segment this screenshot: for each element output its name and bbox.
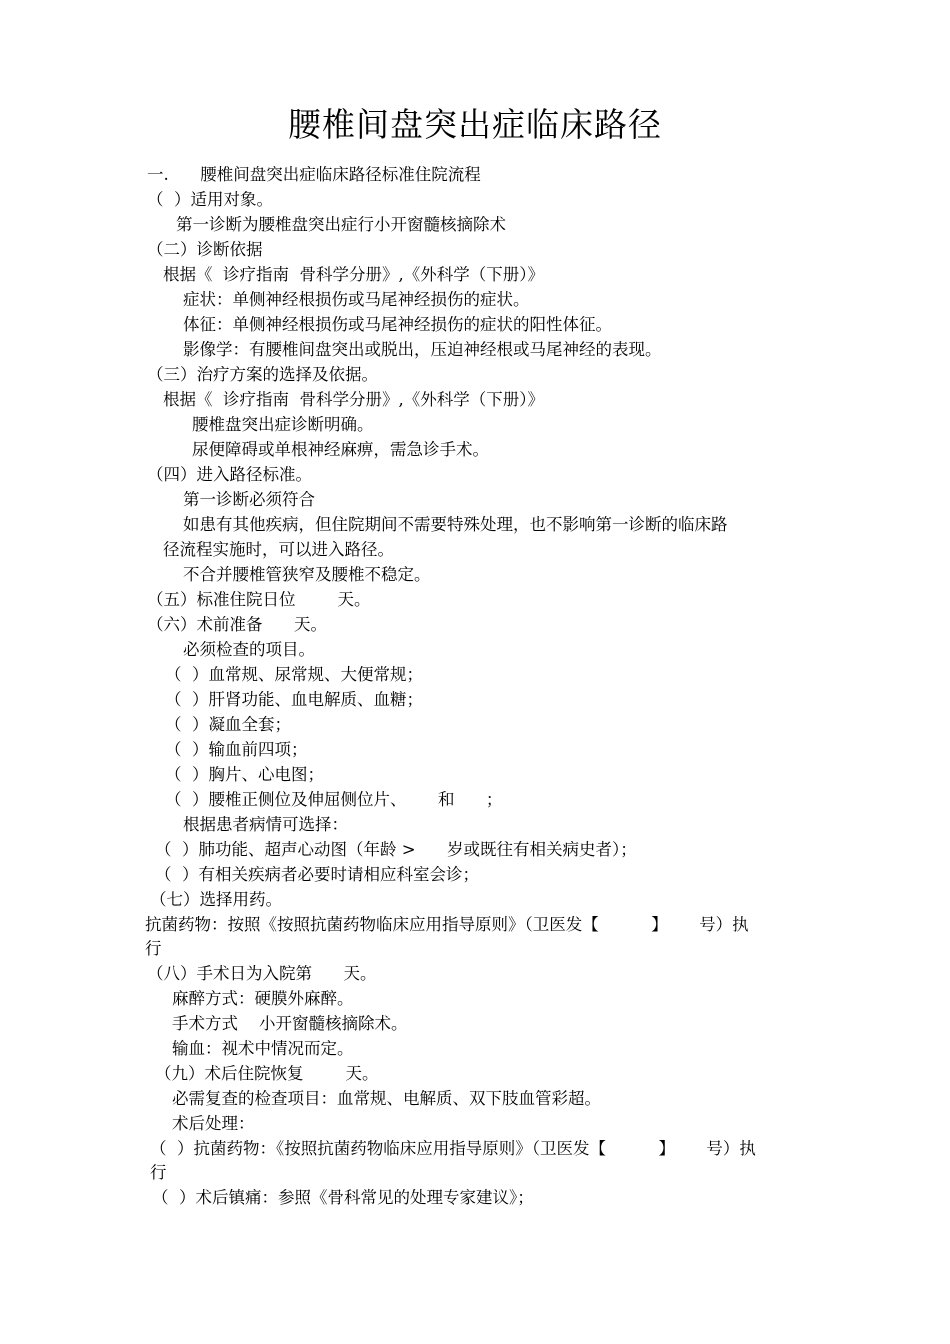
text-line: 第一诊断必须符合: [183, 490, 315, 509]
text-line: 第一诊断为腰椎盘突出症行小开窗髓核摘除术: [176, 215, 506, 234]
text-line: 径流程实施时，可以进入路径。: [163, 540, 394, 559]
text-line: （ ）肺功能、超声心动图（年龄 > 岁或既往有相关病史者）；: [155, 840, 637, 859]
text-line: 输血：视术中情况而定。: [172, 1039, 354, 1058]
text-line: 麻醉方式：硬膜外麻醉。: [172, 989, 354, 1008]
text-line: （ ）术后镇痛：参照《骨科常见的处理专家建议》；: [152, 1188, 534, 1207]
text-line: （六）术前准备 天。: [147, 615, 327, 634]
text-line: 根据患者病情可选择：: [183, 815, 348, 834]
text-line: 尿便障碍或单根神经麻痹，需急诊手术。: [192, 440, 489, 459]
text-line: 行: [150, 1163, 167, 1182]
text-line: 必需复查的检查项目：血常规、电解质、双下肢血管彩超。: [172, 1089, 601, 1108]
text-line: （ ）有相关疾病者必要时请相应科室会诊；: [155, 865, 479, 884]
text-line: 根据《 诊疗指南 骨科学分册》,《外科学（下册）》: [163, 265, 544, 284]
text-line: （四）进入路径标准。: [147, 465, 312, 484]
text-line: （二）诊断依据: [147, 240, 263, 259]
text-line: （ ）凝血全套；: [165, 715, 291, 734]
text-line: 抗菌药物：按照《按照抗菌药物临床应用指导原则》（卫医发【 】 号）执: [145, 915, 749, 934]
text-line: 不合并腰椎管狭窄及腰椎不稳定。: [183, 565, 431, 584]
text-line: （八）手术日为入院第 天。: [147, 964, 377, 983]
text-line: （ ）腰椎正侧位及伸屈侧位片、 和 ；: [165, 790, 503, 809]
text-line: （九）术后住院恢复 天。: [155, 1064, 379, 1083]
text-line: 手术方式 小开窗髓核摘除术。: [172, 1014, 408, 1033]
text-line: 腰椎盘突出症诊断明确。: [192, 415, 374, 434]
text-line: （ ）血常规、尿常规、大便常规；: [165, 665, 423, 684]
text-line: （ ）抗菌药物：《按照抗菌药物临床应用指导原则》（卫医发【 】 号）执: [150, 1139, 756, 1158]
text-line: 如患有其他疾病，但住院期间不需要特殊处理，也不影响第一诊断的临床路: [183, 515, 728, 534]
text-line: （ ）适用对象。: [147, 190, 273, 209]
text-line: 一. 腰椎间盘突出症临床路径标准住院流程: [147, 165, 481, 184]
text-line: 症状：单侧神经根损伤或马尾神经损伤的症状。: [183, 290, 530, 309]
text-line: 影像学：有腰椎间盘突出或脱出，压迫神经根或马尾神经的表现。: [183, 340, 662, 359]
text-line: （ ）输血前四项；: [165, 740, 308, 759]
text-line: （三）治疗方案的选择及依据。: [147, 365, 378, 384]
text-line: （七）选择用药。: [150, 890, 282, 909]
text-line: 术后处理：: [172, 1114, 255, 1133]
text-line: 必须检查的项目。: [183, 640, 315, 659]
text-line: 行: [145, 939, 162, 958]
text-line: （ ）肝肾功能、血电解质、血糖；: [165, 690, 423, 709]
text-line: （ ）胸片、心电图；: [165, 765, 324, 784]
text-line: 体征：单侧神经根损伤或马尾神经损伤的症状的阳性体征。: [183, 315, 612, 334]
page-title: 腰椎间盘突出症临床路径: [288, 105, 662, 144]
text-line: 根据《 诊疗指南 骨科学分册》,《外科学（下册）》: [163, 390, 544, 409]
text-line: （五）标准住院日位 天。: [147, 590, 371, 609]
